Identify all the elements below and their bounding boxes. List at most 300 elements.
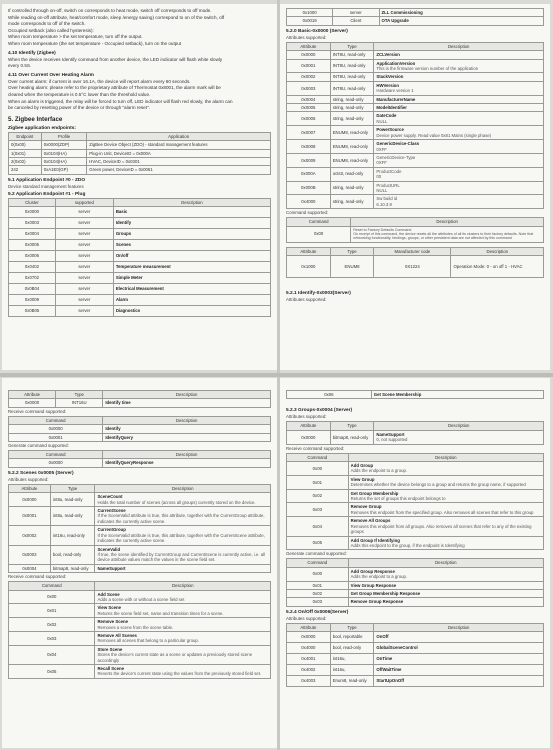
attr-id: 0x4000 xyxy=(287,195,331,209)
attr-note: If the SceneValid attribute is true, this attribute, together with the CurrentScene attribute, indicates the currently active scene. xyxy=(97,532,265,544)
table-header: Type xyxy=(56,391,103,399)
table-cell: 1(0x01) xyxy=(9,149,42,157)
table-row xyxy=(9,590,271,604)
table-header-row xyxy=(287,247,544,255)
attr-note: NULL xyxy=(376,118,388,124)
cluster-id: 0x0006 xyxy=(9,251,56,262)
attr-desc xyxy=(95,545,271,564)
cmd-desc xyxy=(348,503,543,517)
attr-type: bool, reportable xyxy=(330,632,374,643)
attr-id: 0x0002 xyxy=(287,73,331,81)
page-bottom-right xyxy=(280,378,550,748)
attr-note: Hardware version 1 xyxy=(376,88,414,94)
attr-id: 0x0000 xyxy=(287,632,331,643)
attr-desc xyxy=(374,112,544,126)
cmd-note: Removes this endpoint from all groups. Also removes all scenes that refer to any of the existing groups xyxy=(350,523,532,535)
attr-name: NameSupport xyxy=(376,431,405,437)
generate-heading: Generate command supported: xyxy=(8,443,69,449)
table-row xyxy=(9,604,271,618)
cmd-note: Removes this endpoint from the specified group. Also removes all scenes that refer to this group xyxy=(350,509,534,515)
cmd-id: 0x01 xyxy=(9,604,95,618)
cluster-desc: Identify xyxy=(113,218,270,229)
attr-id: 0x0001 xyxy=(287,59,331,73)
cluster-id: 0x1000 xyxy=(287,9,333,17)
table-row xyxy=(287,536,544,550)
attr-id: 0x0001 xyxy=(9,507,51,526)
identify-text: every 0.5S. xyxy=(8,63,32,69)
table-header: Description xyxy=(348,453,543,461)
attr-type: int8u, read-only xyxy=(50,493,95,507)
attr-name: CurrentGroup xyxy=(97,527,126,533)
table-row xyxy=(287,462,544,476)
table-row xyxy=(9,295,271,306)
table-row xyxy=(287,9,544,17)
attr-type: int16u, xyxy=(330,665,374,676)
table-cell: 0x0104(HA) xyxy=(41,157,87,165)
table-row xyxy=(287,391,544,399)
cluster-desc: Groups xyxy=(113,229,270,240)
cmd-desc: Identify xyxy=(103,425,271,433)
table-row xyxy=(287,226,544,242)
table-row xyxy=(9,665,271,679)
attr-id: 0x0009 xyxy=(287,153,331,167)
attr-id: 0x4002 xyxy=(287,665,331,676)
identify-generate-table xyxy=(8,450,271,468)
attr-name: ManufacturerName xyxy=(376,96,416,102)
cluster-desc: Alarm xyxy=(113,295,270,306)
cluster-support: server xyxy=(55,262,113,273)
cmd-id: 0x02 xyxy=(287,589,349,597)
attr-name: GenericDevice-Class xyxy=(376,141,420,147)
attr-type: int16u, xyxy=(330,654,374,665)
table-row xyxy=(9,141,271,149)
onoff-attributes-table xyxy=(286,623,544,687)
table-row xyxy=(9,459,271,467)
intro-line: When room temperature > the set temperature, turn off the output. xyxy=(8,34,143,40)
cmd-desc: IdentifyQuery xyxy=(103,433,271,441)
cmd-desc xyxy=(348,598,543,606)
cluster-support: server xyxy=(55,251,113,262)
cmd-name: View Group Response xyxy=(350,582,397,588)
attr-desc xyxy=(374,167,544,181)
table-header: Application xyxy=(87,132,271,140)
groups-commands-table xyxy=(286,453,544,551)
attr-id: 0x000B xyxy=(287,181,331,195)
table-row xyxy=(287,581,544,589)
table-row xyxy=(9,273,271,284)
cmd-id: 0x06 xyxy=(287,391,372,399)
attr-note: 0, not supported xyxy=(376,437,408,443)
attr-desc xyxy=(95,507,271,526)
table-header: Type xyxy=(50,484,95,492)
cluster-id: 0x0005 xyxy=(9,240,56,251)
table-header-row xyxy=(9,582,271,590)
table-header-row xyxy=(287,559,544,567)
cmd-id: 0x00 xyxy=(287,462,349,476)
cluster-id: 0x0019 xyxy=(287,17,333,25)
cmd-note: Adds a scene with or without a scene field set xyxy=(97,596,185,602)
endpoints-heading: Zigbee application endpoints: xyxy=(8,125,76,131)
table-row xyxy=(9,425,271,433)
manufacturer-attributes-table xyxy=(286,247,544,278)
cmd-note: Determines whether the device belongs to a group and returns the group name, if supported xyxy=(350,482,526,488)
attr-note: NULL xyxy=(376,187,388,193)
attr-type: string, read-only xyxy=(330,181,374,195)
attr-type: bool, read-only xyxy=(50,545,95,564)
cmd-desc xyxy=(95,665,271,679)
table-row xyxy=(9,631,271,645)
attr-id: 0x0000 xyxy=(9,493,51,507)
attr-desc xyxy=(374,81,544,95)
attr-name: HWVersion xyxy=(376,82,400,88)
attr-name: CurrentScene xyxy=(97,508,126,514)
table-header: Type xyxy=(330,42,374,50)
groups-receive-heading: Receive command supported: xyxy=(286,445,345,451)
table-row xyxy=(9,262,271,273)
table-row xyxy=(9,306,271,317)
table-header: Type xyxy=(330,247,374,255)
cluster-id: 0x0004 xyxy=(9,229,56,240)
overcurrent-text: When an alarm is triggered, the relay will be forced to turn off, LED indicator will flash red slowly, the alarm can xyxy=(8,98,233,104)
cmd-id: 0x03 xyxy=(287,503,349,517)
attr-id: 0x0003 xyxy=(9,545,51,564)
attr-type: INT8U, read-only xyxy=(330,51,374,59)
attr-type: ENUM8, read-only xyxy=(330,140,374,154)
attr-note: This is the firmware version number of the application xyxy=(376,66,479,72)
attr-name: Sw build id xyxy=(376,196,398,202)
table-cell: Green power, DeviceID = 0x0061 xyxy=(87,166,271,174)
attr-id: 0x0003 xyxy=(287,81,331,95)
table-cell: HVAC, DeviceID = 0x0301 xyxy=(87,157,271,165)
attr-desc xyxy=(374,153,544,167)
table-row xyxy=(9,564,271,572)
table-header: Description xyxy=(374,42,544,50)
scenes-commands-table xyxy=(8,581,271,679)
cluster-desc: On/off xyxy=(113,251,270,262)
table-row xyxy=(9,526,271,545)
table-row xyxy=(9,229,271,240)
intro-line: While reading on-off attribute, heat/comfort mode, sleep /energy saving) correspond to on of the switch, off xyxy=(8,14,225,20)
groups-generate-table xyxy=(286,558,544,606)
attr-id: 0x0000 xyxy=(287,430,331,444)
table-header-row xyxy=(9,484,271,492)
attr-id: 0x0000 xyxy=(287,51,331,59)
basic-commands-table xyxy=(286,217,544,243)
cluster-support: server xyxy=(55,207,113,218)
table-row xyxy=(287,95,544,103)
attr-id: 0x1000 xyxy=(287,256,331,278)
table-row xyxy=(287,126,544,140)
cluster-support: server xyxy=(55,284,113,295)
table-cell: 0x0000(ZDP) xyxy=(41,141,87,149)
table-row xyxy=(9,493,271,507)
table-header: Type xyxy=(330,422,374,430)
cmd-supported-caption: Command supported: xyxy=(286,210,329,216)
attr-type: int8u, read-only xyxy=(50,507,95,526)
cmd-id: 0x0000 xyxy=(9,425,103,433)
cluster-desc: Scenes xyxy=(113,240,270,251)
attr-name: ModelIdentifier xyxy=(376,105,407,111)
zigbee-heading: 5. Zigbee Interface xyxy=(8,115,63,123)
attr-name: PowerSource xyxy=(376,127,404,133)
scenes-caption: Attributes supported: xyxy=(8,476,49,482)
attr-desc xyxy=(374,195,544,209)
table-header: Command xyxy=(287,559,349,567)
attr-desc xyxy=(374,430,544,444)
attr-note: 6.10.3.9 xyxy=(376,201,392,207)
cmd-desc xyxy=(348,475,543,489)
cmd-id: 0x0001 xyxy=(9,433,103,441)
scenes-heading: 5.2.2 Scenes 0x0005 (Server) xyxy=(8,470,74,476)
table-row xyxy=(287,489,544,503)
cluster-id: 0x0702 xyxy=(9,273,56,284)
groups-attributes-table xyxy=(286,421,544,444)
cmd-desc xyxy=(348,462,543,476)
cmd-name: Remove Group xyxy=(350,504,382,510)
cmd-id: 0x0000 xyxy=(9,459,103,467)
cmd-id: 0x04 xyxy=(9,645,95,664)
cluster-id: 0x0003 xyxy=(9,218,56,229)
table-cell: 242 xyxy=(9,166,42,174)
attr-type: string, read-only xyxy=(330,112,374,126)
table-row xyxy=(287,567,544,581)
table-row xyxy=(287,104,544,112)
attr-note: If the SceneValid attribute is true, this attribute, together with the CurrentGroup attribute, indicates the currently active scene. xyxy=(97,513,265,524)
attr-desc xyxy=(374,59,544,73)
table-row xyxy=(287,503,544,517)
cmd-name: Remove Group Response xyxy=(350,599,404,605)
attr-note: 0XFF xyxy=(376,146,387,152)
attr-type: INT16U xyxy=(56,399,103,407)
identify-cluster-caption: Attributes supported: xyxy=(286,297,327,303)
attr-type: bool, read-only xyxy=(330,643,374,654)
clusters-continued-table xyxy=(286,8,544,26)
cmd-id: 0x02 xyxy=(9,618,95,632)
attr-desc: StartUpOnOff xyxy=(374,676,544,687)
attr-type: octstr, read-only xyxy=(330,167,374,181)
attr-id: 0x0000 xyxy=(9,399,56,407)
attr-desc xyxy=(374,126,544,140)
ep0-heading: 5.1 Application Endpoint #0 - ZDO xyxy=(8,177,86,183)
cluster-support: server xyxy=(55,306,113,317)
table-row xyxy=(287,181,544,195)
basic-attributes-table xyxy=(286,42,544,209)
attr-type: INT8U, read-only xyxy=(330,59,374,73)
cluster-support: server xyxy=(55,240,113,251)
table-row xyxy=(287,598,544,606)
cmd-desc xyxy=(95,618,271,632)
table-header: Description xyxy=(374,623,544,631)
attr-type: string, read-only xyxy=(330,104,374,112)
cmd-note: Returns the set of groups this endpoint belongs to xyxy=(350,496,446,502)
attr-id: 0x000A xyxy=(287,167,331,181)
identify-attributes-table xyxy=(8,390,271,408)
attr-name: StackVersion xyxy=(376,74,404,80)
attr-type: Enum8, read-only xyxy=(330,676,374,687)
attr-note: 0XFF xyxy=(376,160,387,166)
attr-name: ProductURL xyxy=(376,182,400,188)
cluster-desc: ZLL Commissioning xyxy=(379,9,544,17)
cmd-name: Remove All Groups xyxy=(350,518,391,524)
attr-id: 0x0002 xyxy=(9,526,51,545)
table-header-row xyxy=(287,623,544,631)
attr-name: DateCode xyxy=(376,113,397,119)
table-header: Command xyxy=(9,451,103,459)
attr-id: 0x4000 xyxy=(287,643,331,654)
attr-name: SceneValid xyxy=(97,546,121,552)
attr-id: 0x0004 xyxy=(9,564,51,572)
cmd-desc xyxy=(95,604,271,618)
groups-heading: 5.2.3 Groups-0x0004 (Server) xyxy=(286,408,353,414)
table-row xyxy=(287,665,544,676)
cmd-desc xyxy=(348,567,543,581)
table-header: Attribute xyxy=(287,422,331,430)
table-header: Attribute xyxy=(287,42,331,50)
table-cell: 0(0x00) xyxy=(9,141,42,149)
onoff-caption: Attributes supported: xyxy=(286,615,327,621)
attr-desc xyxy=(374,181,544,195)
attr-desc xyxy=(374,140,544,154)
cmd-note: On receipt of this command, the device resets all the attributes of all its clusters to their factory defaults. Note that networking functionality, bindings, groups, or other persistent data are not affected by this command xyxy=(353,231,534,241)
attr-type: bitmap8, read-only xyxy=(330,430,374,444)
table-row xyxy=(9,218,271,229)
table-row xyxy=(9,166,271,174)
table-cell: 0xA1E0(GP) xyxy=(41,166,87,174)
table-row xyxy=(287,51,544,59)
table-header: Attribute xyxy=(287,247,331,255)
cmd-id: 0x05 xyxy=(9,665,95,679)
cmd-id: 0x05 xyxy=(287,536,349,550)
identify-receive-table xyxy=(8,416,271,442)
attr-desc: Identify time xyxy=(103,399,271,407)
cmd-name: Get Group Membership Response xyxy=(350,590,421,596)
attr-desc xyxy=(374,51,544,59)
attr-desc: GlobalSceneControl xyxy=(374,643,544,654)
attr-desc xyxy=(374,95,544,103)
table-row xyxy=(9,284,271,295)
ep1-heading: 5.2 Application Endpoint #1 - Plug xyxy=(8,191,86,197)
cluster-support: server xyxy=(55,229,113,240)
table-header: Description xyxy=(103,391,271,399)
receive-heading: Receive command supported: xyxy=(8,408,67,414)
table-row xyxy=(287,256,544,278)
cmd-note: Reverts the device's current state using the values from the previously stored field set. xyxy=(97,671,262,677)
attr-id: 0x4001 xyxy=(287,654,331,665)
cmd-desc xyxy=(351,226,544,242)
clusters-table xyxy=(8,198,271,317)
table-header: Attribute xyxy=(287,623,331,631)
attr-desc: OnTime xyxy=(374,654,544,665)
scenes-commands-continued-table xyxy=(286,390,544,399)
page-fold-horizontal xyxy=(0,373,553,377)
table-header: Profile xyxy=(41,132,87,140)
table-header: Description xyxy=(95,484,271,492)
overcurrent-heading: 4.11 Over Current Over Heating Alarm xyxy=(8,72,94,78)
intro-line: mode corresponds to off of the switch. xyxy=(8,21,86,27)
page-top-right xyxy=(280,4,550,370)
overcurrent-text: Over heating alarm: please refer to the proprietary attribute of Thermostat 0x8001, the alarm mark will be xyxy=(8,85,221,91)
table-header: Command xyxy=(287,218,351,226)
table-header: Type xyxy=(330,623,374,631)
table-header: supported xyxy=(55,198,113,206)
table-header: Attribute xyxy=(9,484,51,492)
table-row xyxy=(287,643,544,654)
cmd-desc xyxy=(95,590,271,604)
cmd-name: Get Group Membership xyxy=(350,490,399,496)
cluster-support: server xyxy=(333,9,379,17)
cmd-id: 0x04 xyxy=(287,517,349,536)
table-header: Cluster xyxy=(9,198,56,206)
cluster-support: server xyxy=(55,273,113,284)
table-header-row xyxy=(9,416,271,424)
basic-heading: 5.2.0 Basic-0x0000 (Server) xyxy=(286,28,348,34)
attr-type: INT8U, read-only xyxy=(330,81,374,95)
page-top-left xyxy=(2,4,277,370)
cmd-name: Add Scene xyxy=(97,591,120,597)
table-header: Description xyxy=(95,582,271,590)
table-cell: 2(0x02) xyxy=(9,157,42,165)
identify-text: When the device receives Identify command from another device, the LED indicator will flash white slowly xyxy=(8,56,223,62)
attr-desc xyxy=(374,73,544,81)
table-row xyxy=(287,654,544,665)
attr-desc xyxy=(95,493,271,507)
table-row xyxy=(287,153,544,167)
cluster-desc: Temperature measurement xyxy=(113,262,270,273)
table-header-row xyxy=(9,132,271,140)
cmd-id: 0x01 xyxy=(287,475,349,489)
cmd-desc xyxy=(95,645,271,664)
cluster-id: 0x0B05 xyxy=(9,306,56,317)
table-row xyxy=(9,149,271,157)
table-header: Description xyxy=(348,559,543,567)
table-header-row xyxy=(287,42,544,50)
table-cell: ZigBee Device Object (ZDO) - standard management features xyxy=(87,141,271,149)
table-row xyxy=(287,632,544,643)
table-header-row xyxy=(287,422,544,430)
cmd-note: Adds the endpoint to a group. xyxy=(350,574,408,580)
attr-desc: Operation Mode: 0 - on off 1 - HVAC xyxy=(451,256,544,278)
identify-heading: 4.10 Identify (Zigbee) xyxy=(8,50,56,56)
attr-note: If true, the scene identified by CurrentGroup and CurrentScene is currently active, i.e. all device attribute values match the values in the scene field set. xyxy=(97,551,266,563)
attr-name: ProductCode xyxy=(376,168,402,174)
table-header-row xyxy=(9,391,271,399)
cmd-id: 0x00 xyxy=(287,226,351,242)
cluster-desc: Basic xyxy=(113,207,270,218)
endpoints-table xyxy=(8,132,271,175)
table-header: Description xyxy=(103,416,271,424)
table-row xyxy=(9,618,271,632)
table-header: Description xyxy=(113,198,270,206)
table-row xyxy=(287,430,544,444)
cmd-id: 0x01 xyxy=(287,581,349,589)
cluster-desc: Electrical Measurement xyxy=(113,284,270,295)
attr-desc xyxy=(374,104,544,112)
attr-id: 0x0004 xyxy=(287,95,331,103)
cmd-name: Remove All Scenes xyxy=(97,632,137,638)
cmd-desc xyxy=(348,517,543,536)
attr-name: ZCLVersion xyxy=(376,52,400,58)
table-header: Description xyxy=(103,451,271,459)
table-cell: Plug-in Unit, DeviceID = 0x000A xyxy=(87,149,271,157)
table-row xyxy=(287,73,544,81)
attr-name: SceneCount xyxy=(97,494,123,500)
cmd-desc xyxy=(348,489,543,503)
table-header: Command xyxy=(9,416,103,424)
table-header: Description xyxy=(351,218,544,226)
attr-type: string, read-only xyxy=(330,95,374,103)
table-header: Command xyxy=(287,453,349,461)
table-row xyxy=(9,157,271,165)
